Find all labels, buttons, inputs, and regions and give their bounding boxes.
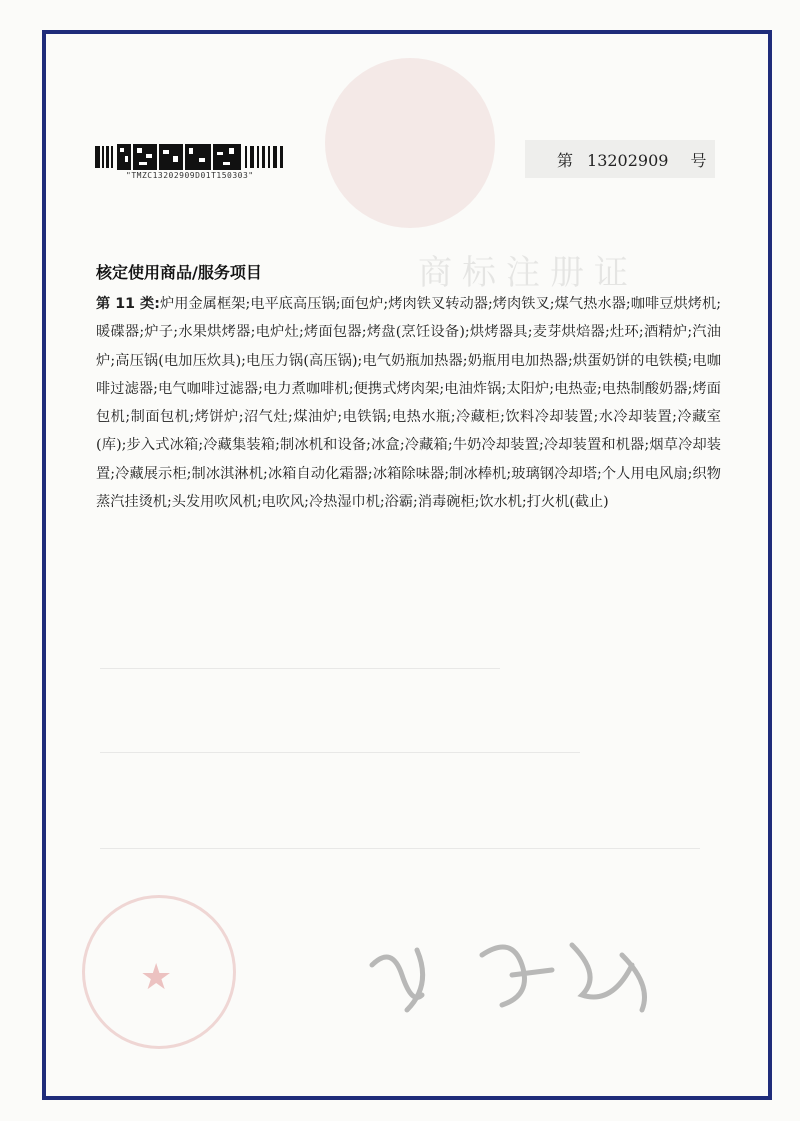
signature-image bbox=[362, 925, 692, 1025]
barcode bbox=[95, 142, 285, 172]
faint-line bbox=[100, 668, 500, 669]
reg-number-value: 13202909 bbox=[587, 151, 669, 170]
faint-certificate-title: 商标注册证 bbox=[418, 253, 638, 293]
faint-emblem bbox=[325, 58, 495, 228]
goods-heading: 核定使用商品/服务项目 bbox=[96, 263, 262, 282]
faint-line bbox=[100, 848, 700, 849]
reg-number-prefix: 第 bbox=[557, 151, 574, 170]
goods-items: 炉用金属框架;电平底高压锅;面包炉;烤肉铁叉转动器;烤肉铁叉;煤气热水器;咖啡豆烘烤机;暖碟器;炉子;水果烘烤器;电炉灶;烤面包器;烤盘(烹饪设备);烘烤器具;麦芽烘焙器;灶环;酒精炉;汽油炉;高压锅(电加压炊具);电压力锅(高压锅);电气奶瓶加热器;奶瓶用电加热器;烘蛋奶饼的电铁模;电咖啡过滤器;电气咖啡过滤器;电力煮咖啡机;便携式烤肉架;电油炸锅;太阳炉;电热壶;电热制酸奶器;烤面包机;制面包机;烤饼炉;沼气灶;煤油炉;电铁锅;电热水瓶;冷藏柜;饮料冷却装置;水冷却装置;冷藏室(库);步入式冰箱;冷藏集装箱;制冰机和设备;冰盒;冷藏箱;牛奶冷却装置;冷却装置和机器;烟草冷却装置;冷藏展示柜;制冰淇淋机;冰箱自动化霜器;冰箱除味器;制冰棒机;玻璃钢冷却塔;个人用电风扇;织物蒸汽挂烫机;头发用吹风机;电吹风;冷热湿巾机;浴霸;消毒碗柜;饮水机;打火机(截止) bbox=[96, 296, 722, 511]
faint-line bbox=[100, 752, 580, 753]
seal-star-icon: ★ bbox=[140, 957, 173, 998]
registration-number bbox=[557, 148, 706, 171]
barcode-caption: "TMZC13202909D01T150303" bbox=[126, 171, 254, 180]
goods-list bbox=[96, 290, 721, 516]
reg-number-suffix: 号 bbox=[690, 151, 707, 170]
class-label: 第 11 类: bbox=[96, 296, 160, 312]
